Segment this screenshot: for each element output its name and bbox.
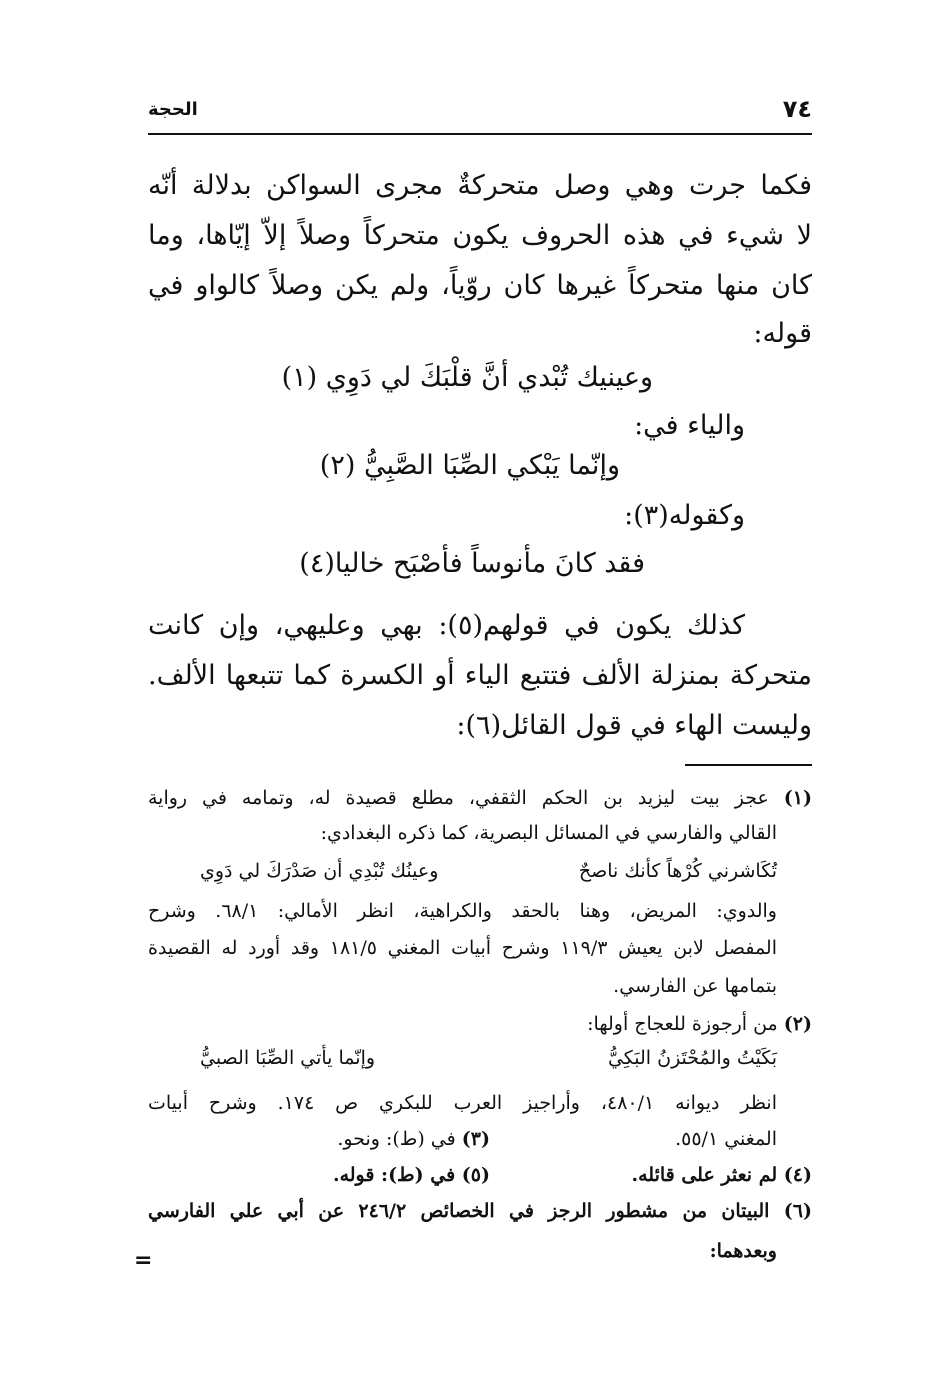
- body-line: لا شيء في هذه الحروف يكون متحركاً وصلاً إلاّ إيّاها، وما: [148, 220, 812, 251]
- footnote-text: من أرجوزة للعجاج أولها:: [587, 1013, 778, 1035]
- footnote-5: [333, 1164, 490, 1187]
- page-header: [148, 95, 812, 129]
- continuation-mark: =: [134, 1248, 153, 1273]
- footnote-line: بتمامها عن الفارسي.: [613, 975, 777, 997]
- body-line: وليست الهاء في قول القائل(٦):: [456, 710, 812, 741]
- body-line: والياء في:: [634, 410, 745, 441]
- body-line: وكقوله(٣):: [624, 500, 745, 531]
- footnote-verse-hemistich: بَكَيْتُ والمُحْتَزنُ البَكِيُّ: [607, 1047, 777, 1069]
- footnote-verse-hemistich: وعينُك تُبْدِي أن صَدْرَكَ لي دَوِي: [200, 860, 439, 882]
- verse-quote: وإنّما يَبْكي الصِّبَا الصَّبِيُّ (٢): [319, 450, 620, 481]
- footnote-number: (٣): [461, 1128, 490, 1150]
- page-number: ٧٤: [782, 95, 812, 123]
- footnote-verse-hemistich: وإنّما يأتي الصِّبَا الصبيُّ: [200, 1047, 376, 1069]
- footnote-1: [148, 787, 812, 810]
- footnote-text: عجز بيت ليزيد بن الحكم الثقفي، مطلع قصيدة له، وتمامه في رواية: [148, 787, 769, 809]
- footnote-number: (٤): [783, 1164, 812, 1186]
- header-rule: [148, 133, 812, 135]
- footnote-3: [337, 1128, 490, 1151]
- footnote-verse-hemistich: تُكَاشرني كُرْهاً كأنك ناصحٌ: [578, 860, 777, 882]
- footnote-number: (٢): [783, 1013, 812, 1035]
- footnote-text: في (ط): ونحو.: [337, 1128, 456, 1150]
- footnote-text: في (ط): قوله.: [332, 1164, 456, 1186]
- body-line: كان منها متحركاً غيرها كان روّياً، ولم يكن وصلاً كالواو في: [148, 270, 812, 301]
- footnote-text: لم نعثر على قائله.: [631, 1164, 778, 1186]
- footnote-line: المغني ٥٥/١.: [675, 1128, 777, 1150]
- footnote-line: وبعدهما:: [709, 1240, 777, 1262]
- footnote-6: [148, 1200, 812, 1223]
- body-line: فكما جرت وهي وصل متحركةٌ مجرى السواكن بدلالة أنّه: [148, 170, 812, 201]
- footnote-number: (٥): [461, 1164, 490, 1186]
- footnote-number: (١): [783, 787, 812, 809]
- footnote-4: [631, 1164, 812, 1187]
- verse-quote: وعينيك تُبْدي أنَّ قلْبَكَ لي دَوِي (١): [281, 362, 653, 393]
- footnote-line: انظر ديوانه ٤٨٠/١، وأراجيز العرب للبكري ص ١٧٤. وشرح أبيات: [148, 1092, 777, 1114]
- verse-quote: فقد كانَ مأنوساً فأصْبَح خاليا(٤): [299, 548, 645, 579]
- footnote-2: [587, 1013, 812, 1036]
- footnote-text: البيتان من مشطور الرجز في الخصائص ٢٤٦/٢ عن أبي علي الفارسي: [148, 1200, 770, 1222]
- footnote-line: المفصل لابن يعيش ١١٩/٣ وشرح أبيات المغني ١٨١/٥ وقد أورد له القصيدة: [148, 937, 777, 959]
- body-line: كذلك يكون في قولهم(٥): بهي وعليهي، وإن كانت: [148, 610, 745, 641]
- footnote-line: والدوي: المريض، وهنا بالحقد والكراهية، انظر الأمالي: ٦٨/١. وشرح: [148, 900, 777, 922]
- footnote-separator: [685, 764, 812, 766]
- footnote-number: (٦): [783, 1200, 812, 1222]
- body-line: متحركة بمنزلة الألف فتتبع الياء أو الكسرة كما تتبعها الألف.: [148, 660, 812, 691]
- body-line: قوله:: [753, 318, 812, 349]
- running-title: الحجة: [148, 99, 198, 120]
- footnote-line: القالي والفارسي في المسائل البصرية، كما ذكره البغدادي:: [320, 822, 777, 844]
